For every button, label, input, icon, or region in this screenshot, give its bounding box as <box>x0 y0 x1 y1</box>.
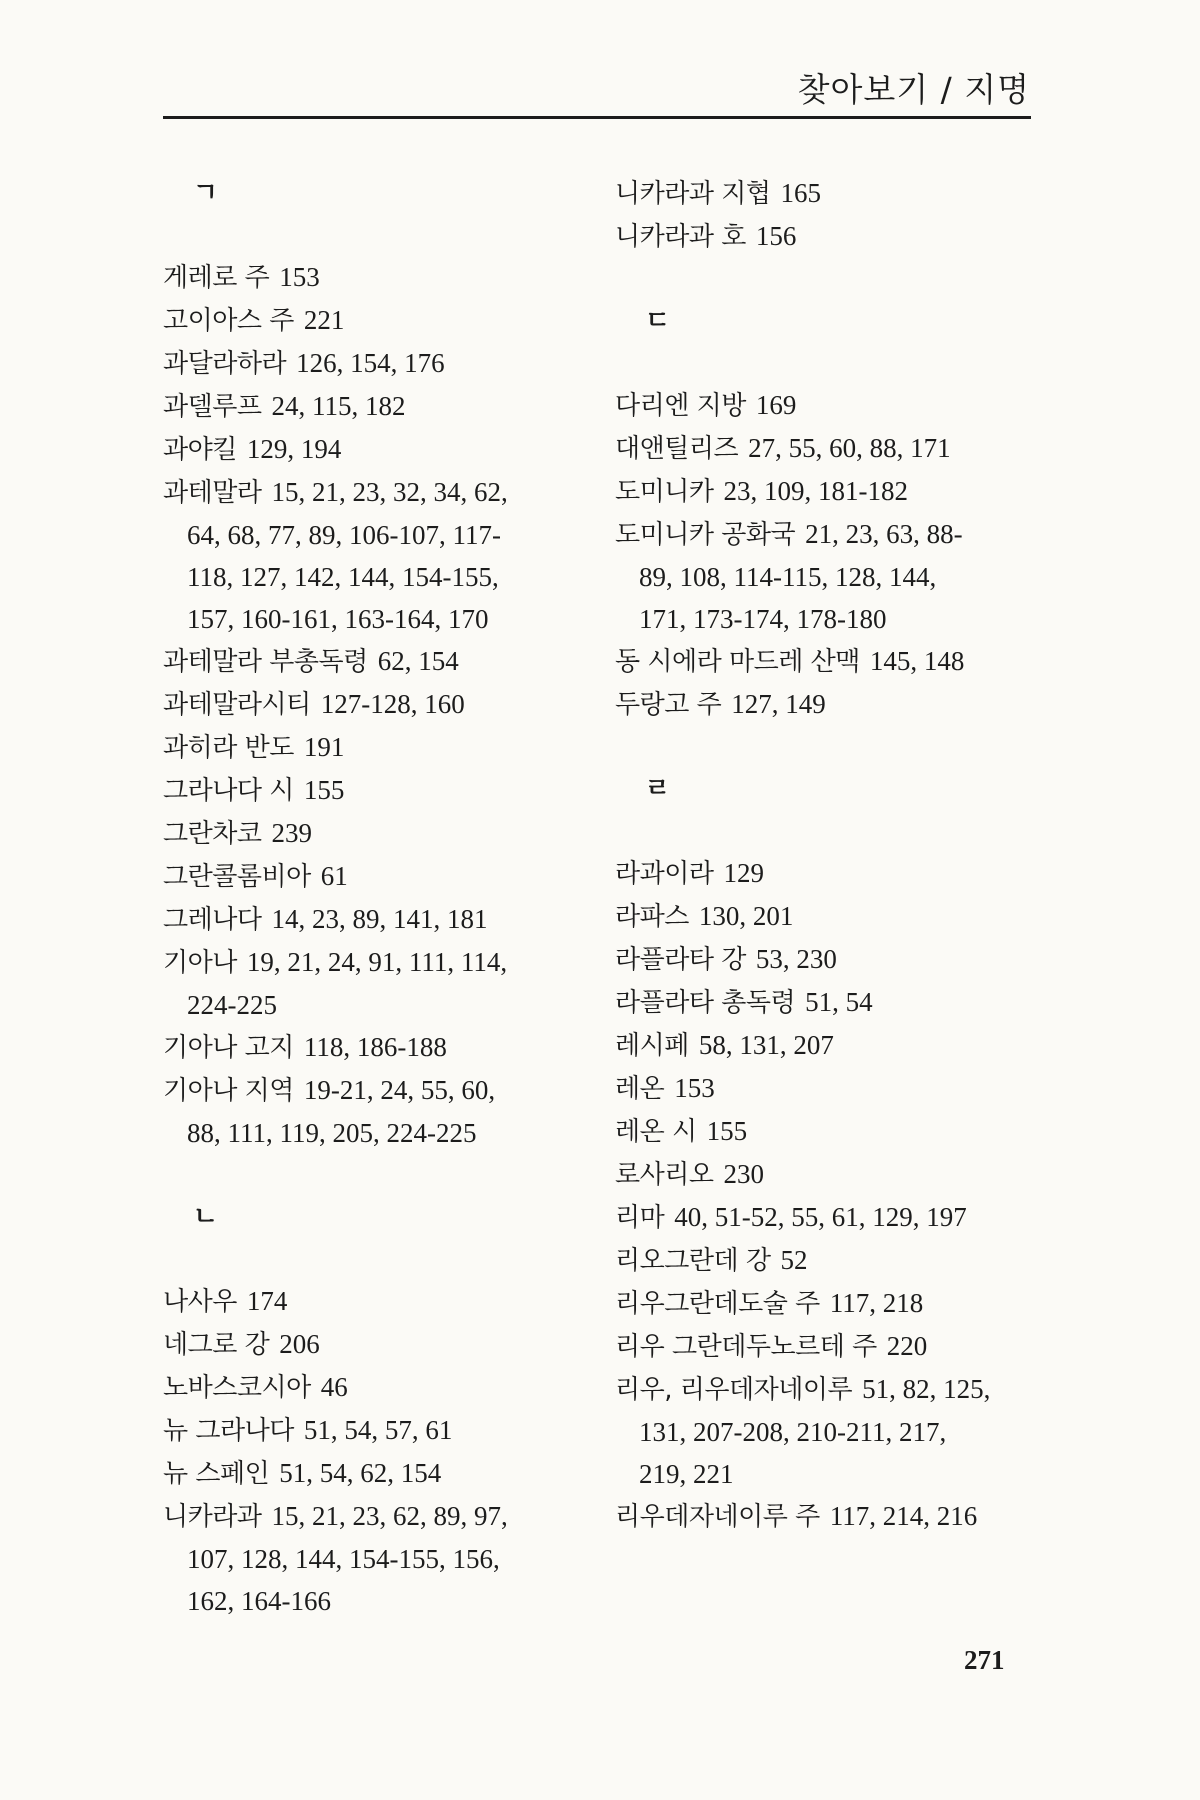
index-entry <box>163 1026 583 1069</box>
index-entry <box>163 256 583 299</box>
index-entry <box>163 1495 583 1622</box>
entry-pages: 89, 108, 114-115, 128, 144, <box>639 562 937 592</box>
entry-pages: 24, 115, 182 <box>271 391 406 421</box>
entry-term: 과테말라시티 <box>163 690 311 720</box>
entry-line <box>615 470 1035 513</box>
entry-pages: 64, 68, 77, 89, 106-107, 117- <box>187 520 501 550</box>
entry-pages: 221 <box>303 305 345 335</box>
entry-term: 동 시에라 마드레 산맥 <box>615 647 860 677</box>
entry-pages: 58, 131, 207 <box>698 1030 834 1060</box>
index-entry <box>615 470 1035 513</box>
entry-pages: 88, 111, 119, 205, 224-225 <box>187 1118 477 1148</box>
entry-line <box>615 1411 1035 1453</box>
entry-pages: 51, 54 <box>805 987 873 1017</box>
index-section <box>615 768 1035 1538</box>
index-entry <box>615 513 1035 640</box>
entry-line <box>163 256 583 299</box>
entry-line <box>163 598 583 640</box>
entry-term: 네그로 강 <box>163 1330 270 1360</box>
entry-pages: 239 <box>271 818 312 848</box>
entry-pages: 155 <box>303 775 345 805</box>
entry-pages: 127, 149 <box>731 689 826 719</box>
entry-term: 리우, 리우데자네이루 <box>615 1375 853 1405</box>
entry-term: 과히라 반도 <box>163 733 294 763</box>
section-heading: ㄹ <box>645 774 671 804</box>
entry-pages: 155 <box>706 1116 748 1146</box>
index-entry <box>615 895 1035 938</box>
entry-term: 두랑고 주 <box>615 690 722 720</box>
entry-line <box>615 1239 1035 1282</box>
entry-pages: 15, 21, 23, 32, 34, 62, <box>271 477 508 507</box>
entry-pages: 62, 154 <box>377 646 459 676</box>
index-entry <box>163 726 583 769</box>
index-entry <box>163 1366 583 1409</box>
entry-line <box>615 1325 1035 1368</box>
entry-line <box>163 984 583 1026</box>
entry-term: 그레나다 <box>163 905 262 935</box>
index-section <box>163 172 583 1154</box>
entry-line <box>163 385 583 428</box>
entry-term: 리우 그란데두노르테 주 <box>615 1332 877 1362</box>
entry-line <box>615 556 1035 598</box>
index-entry <box>615 1067 1035 1110</box>
entry-pages: 156 <box>755 221 797 251</box>
entry-term: 과델루프 <box>163 392 262 422</box>
entry-term: 라플라타 총독령 <box>615 988 796 1018</box>
index-entry <box>163 1409 583 1452</box>
entry-pages: 230 <box>723 1159 764 1189</box>
entry-term: 게레로 주 <box>163 263 270 293</box>
entry-pages: 52 <box>780 1245 808 1275</box>
entry-term: 리마 <box>615 1203 665 1233</box>
index-section <box>615 300 1035 726</box>
entry-pages: 219, 221 <box>639 1459 734 1489</box>
entry-line <box>615 1067 1035 1110</box>
running-head: 찾아보기 / 지명 <box>797 70 1030 109</box>
entry-term: 그란차코 <box>163 819 262 849</box>
index-entry <box>163 342 583 385</box>
entry-term: 라파스 <box>615 902 689 932</box>
entry-term: 레온 시 <box>615 1117 697 1147</box>
entry-term: 대앤틸리즈 <box>615 434 739 464</box>
index-entry <box>615 1196 1035 1239</box>
index-entry <box>615 427 1035 470</box>
entry-pages: 53, 230 <box>755 944 837 974</box>
index-section <box>615 172 1035 258</box>
left-column <box>163 172 583 1622</box>
entry-term: 레시페 <box>615 1031 689 1061</box>
entry-line <box>163 683 583 726</box>
entry-line <box>163 855 583 898</box>
entry-line <box>163 471 583 514</box>
entry-line <box>163 514 583 556</box>
entry-line <box>163 1112 583 1154</box>
index-entry <box>615 1110 1035 1153</box>
entry-pages: 169 <box>755 390 797 420</box>
entry-line <box>163 1580 583 1622</box>
entry-pages: 14, 23, 89, 141, 181 <box>271 904 488 934</box>
index-entry <box>615 981 1035 1024</box>
index-entry <box>615 215 1035 258</box>
entry-pages: 153 <box>674 1073 715 1103</box>
entry-term: 과달라하라 <box>163 349 287 379</box>
index-entry <box>163 385 583 428</box>
entry-line <box>163 726 583 769</box>
entry-line <box>163 1026 583 1069</box>
entry-term: 노바스코시아 <box>163 1373 311 1403</box>
entry-line <box>163 1323 583 1366</box>
entry-line <box>163 556 583 598</box>
entry-term: 뉴 그라나다 <box>163 1416 294 1446</box>
entry-term: 레온 <box>615 1074 665 1104</box>
index-entry <box>615 384 1035 427</box>
header-rule <box>163 116 1031 119</box>
entry-term: 과테말라 부총독령 <box>163 647 368 677</box>
entry-term: 니카라과 지협 <box>615 179 771 209</box>
entry-pages: 117, 218 <box>829 1288 924 1318</box>
index-entry <box>163 941 583 1026</box>
entry-pages: 118, 127, 142, 144, 154-155, <box>187 562 499 592</box>
entry-line <box>615 598 1035 640</box>
entry-term: 뉴 스페인 <box>163 1459 270 1489</box>
entry-pages: 19-21, 24, 55, 60, <box>303 1075 496 1105</box>
entry-line <box>615 852 1035 895</box>
entry-line <box>615 1024 1035 1067</box>
entry-line <box>163 1280 583 1323</box>
entry-term: 도미니카 <box>615 477 714 507</box>
entry-term: 기아나 <box>163 948 237 978</box>
index-entry <box>163 1452 583 1495</box>
entry-pages: 162, 164-166 <box>187 1586 331 1616</box>
section-heading: ㄱ <box>193 178 219 208</box>
entry-line <box>163 1069 583 1112</box>
entry-pages: 19, 21, 24, 91, 111, 114, <box>246 947 508 977</box>
entry-line <box>615 1196 1035 1239</box>
entry-term: 니카라과 <box>163 1502 262 1532</box>
entry-line <box>615 683 1035 726</box>
entry-term: 라과이라 <box>615 859 714 889</box>
entry-line <box>163 1409 583 1452</box>
entry-pages: 21, 23, 63, 88- <box>805 519 963 549</box>
index-entry <box>163 471 583 640</box>
entry-term: 그란콜롬비아 <box>163 862 311 892</box>
entry-line <box>615 1368 1035 1411</box>
entry-term: 리우그란데도술 주 <box>615 1289 820 1319</box>
entry-pages: 224-225 <box>187 990 277 1020</box>
entry-pages: 27, 55, 60, 88, 171 <box>748 433 951 463</box>
section-heading: ㄴ <box>193 1202 219 1232</box>
entry-line <box>163 1538 583 1580</box>
entry-term: 과야킬 <box>163 435 237 465</box>
entry-line <box>163 941 583 984</box>
entry-line <box>615 1153 1035 1196</box>
index-entry <box>163 1069 583 1154</box>
index-entry <box>615 1325 1035 1368</box>
index-entry <box>163 812 583 855</box>
entry-line <box>615 513 1035 556</box>
entry-line <box>163 898 583 941</box>
index-entry <box>615 1239 1035 1282</box>
entry-pages: 153 <box>279 262 320 292</box>
page-number: 271 <box>964 1645 1005 1675</box>
index-entry <box>615 938 1035 981</box>
entry-term: 나사우 <box>163 1287 237 1317</box>
index-section <box>163 1196 583 1622</box>
entry-pages: 107, 128, 144, 154-155, 156, <box>187 1544 500 1574</box>
entry-term: 기아나 고지 <box>163 1033 294 1063</box>
entry-term: 고이아스 주 <box>163 306 294 336</box>
entry-pages: 191 <box>303 732 345 762</box>
index-entry <box>163 640 583 683</box>
entry-line <box>163 812 583 855</box>
entry-pages: 220 <box>886 1331 928 1361</box>
entry-line <box>615 938 1035 981</box>
entry-pages: 165 <box>780 178 821 208</box>
index-entry <box>615 172 1035 215</box>
entry-line <box>615 1110 1035 1153</box>
entry-line <box>615 172 1035 215</box>
entry-line <box>615 640 1035 683</box>
index-entry <box>615 1368 1035 1495</box>
index-entry <box>615 683 1035 726</box>
entry-term: 리우데자네이루 주 <box>615 1502 820 1532</box>
entry-pages: 157, 160-161, 163-164, 170 <box>187 604 489 634</box>
entry-pages: 118, 186-188 <box>303 1032 447 1062</box>
entry-term: 로사리오 <box>615 1160 714 1190</box>
entry-pages: 206 <box>279 1329 320 1359</box>
index-entry <box>163 855 583 898</box>
index-entry <box>163 299 583 342</box>
entry-pages: 23, 109, 181-182 <box>723 476 908 506</box>
entry-pages: 145, 148 <box>869 646 965 676</box>
entry-line <box>163 1366 583 1409</box>
entry-pages: 117, 214, 216 <box>829 1501 978 1531</box>
entry-line <box>615 384 1035 427</box>
entry-line <box>615 981 1035 1024</box>
entry-line <box>615 895 1035 938</box>
index-entry <box>163 1323 583 1366</box>
entry-pages: 174 <box>246 1286 288 1316</box>
index-entry <box>615 1153 1035 1196</box>
entry-line <box>163 1495 583 1538</box>
index-entry <box>615 1024 1035 1067</box>
entry-term: 과테말라 <box>163 478 262 508</box>
entry-pages: 61 <box>320 861 348 891</box>
entry-pages: 129, 194 <box>246 434 342 464</box>
index-entry <box>163 683 583 726</box>
entry-pages: 127-128, 160 <box>320 689 465 719</box>
entry-term: 니카라과 호 <box>615 222 746 252</box>
entry-term: 그라나다 시 <box>163 776 294 806</box>
entry-pages: 171, 173-174, 178-180 <box>639 604 887 634</box>
entry-line <box>163 299 583 342</box>
index-entry <box>615 852 1035 895</box>
index-entry <box>163 428 583 471</box>
entry-pages: 130, 201 <box>698 901 794 931</box>
entry-pages: 51, 54, 57, 61 <box>303 1415 453 1445</box>
section-heading: ㄷ <box>645 306 671 336</box>
entry-term: 도미니카 공화국 <box>615 520 796 550</box>
entry-pages: 51, 54, 62, 154 <box>279 1458 442 1488</box>
entry-pages: 131, 207-208, 210-211, 217, <box>639 1417 947 1447</box>
index-entry <box>615 1282 1035 1325</box>
entry-line <box>615 1495 1035 1538</box>
entry-line <box>163 1452 583 1495</box>
entry-line <box>615 215 1035 258</box>
index-entry <box>163 769 583 812</box>
right-column <box>615 172 1035 1538</box>
entry-pages: 129 <box>723 858 764 888</box>
entry-line <box>163 640 583 683</box>
index-entry <box>615 1495 1035 1538</box>
entry-term: 기아나 지역 <box>163 1076 294 1106</box>
index-entry <box>163 1280 583 1323</box>
entry-line <box>615 427 1035 470</box>
entry-line <box>615 1453 1035 1495</box>
entry-line <box>615 1282 1035 1325</box>
entry-term: 다리엔 지방 <box>615 391 746 421</box>
index-entry <box>163 898 583 941</box>
entry-pages: 15, 21, 23, 62, 89, 97, <box>271 1501 508 1531</box>
entry-line <box>163 342 583 385</box>
entry-line <box>163 428 583 471</box>
entry-pages: 46 <box>320 1372 348 1402</box>
entry-pages: 40, 51-52, 55, 61, 129, 197 <box>674 1202 967 1232</box>
index-entry <box>615 640 1035 683</box>
entry-pages: 126, 154, 176 <box>296 348 445 378</box>
entry-line <box>163 769 583 812</box>
entry-pages: 51, 82, 125, <box>862 1374 991 1404</box>
entry-term: 라플라타 강 <box>615 945 746 975</box>
entry-term: 리오그란데 강 <box>615 1246 771 1276</box>
